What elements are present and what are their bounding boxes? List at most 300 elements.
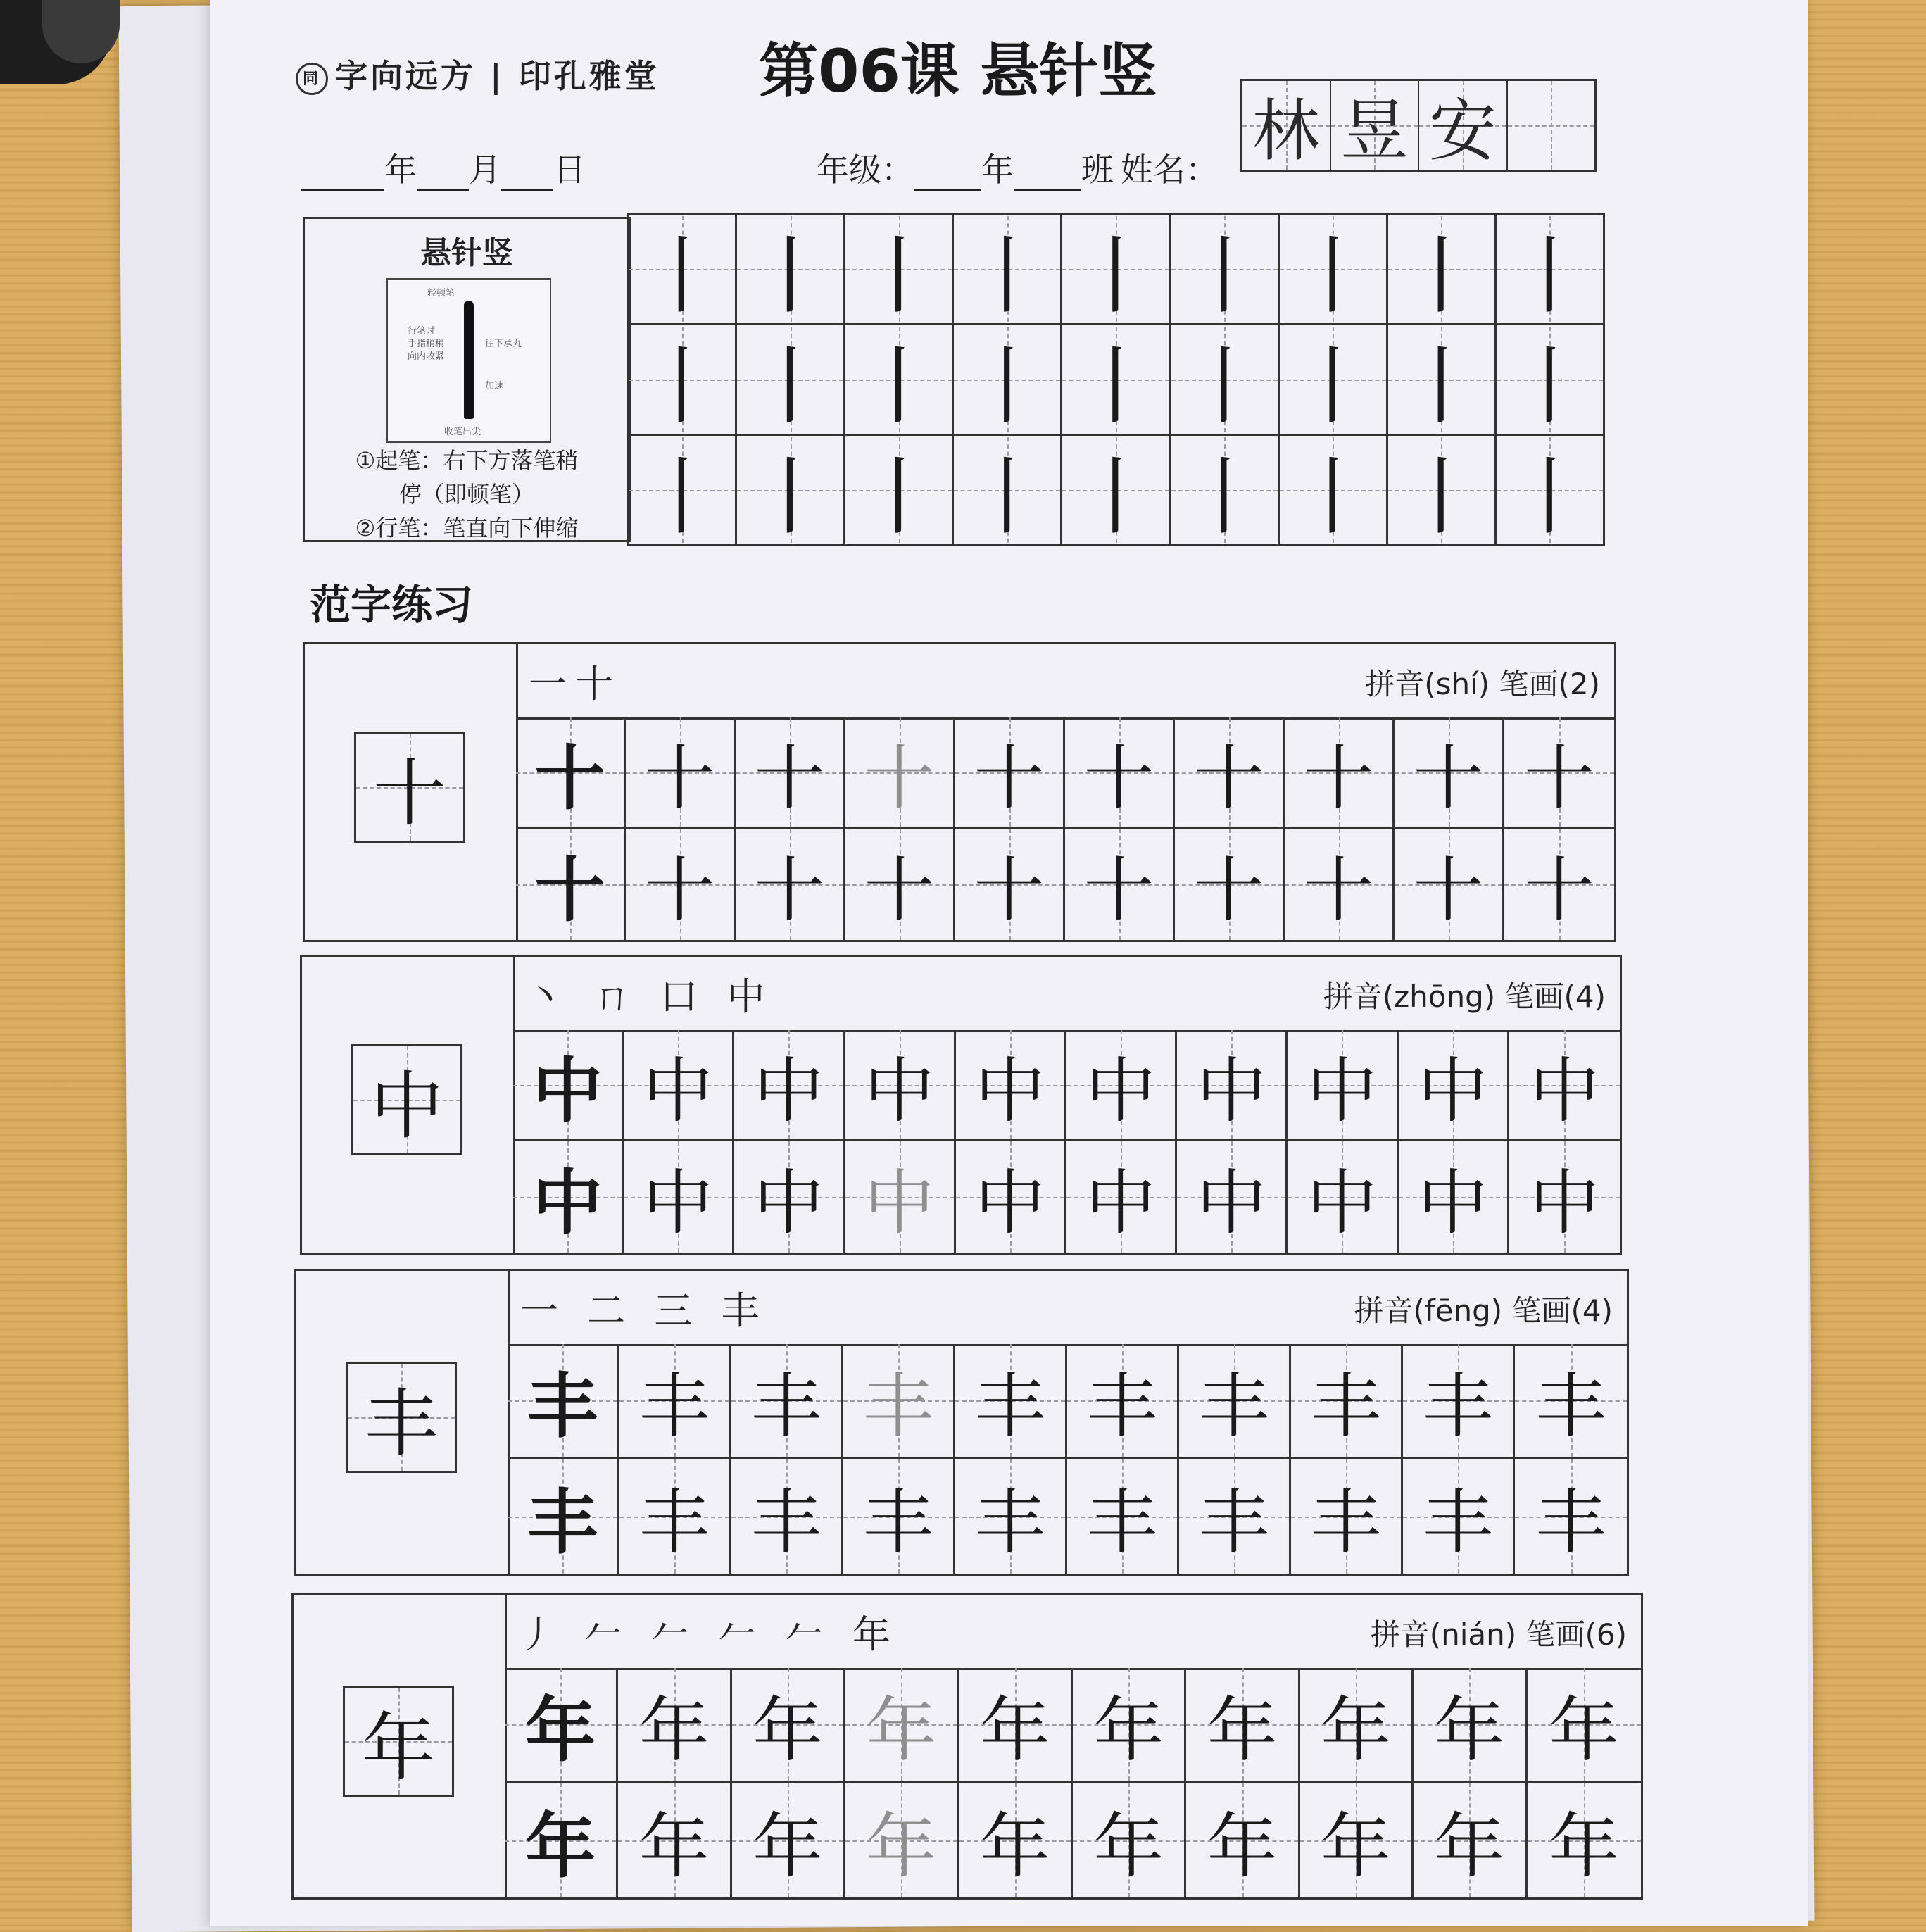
practice-cell-guides bbox=[1300, 1783, 1411, 1898]
practice-stroke: 丨 bbox=[1290, 227, 1376, 325]
practice-cell-guides bbox=[1179, 1459, 1289, 1574]
char-practice-grid bbox=[505, 1668, 1641, 1898]
practice-cell[interactable] bbox=[1509, 1141, 1620, 1253]
practice-cell-guides bbox=[845, 327, 952, 436]
practice-char: 年 bbox=[1320, 1689, 1391, 1771]
name-cell[interactable] bbox=[1242, 81, 1331, 170]
stroke-order: 丶 ㄇ 口 中 bbox=[526, 974, 774, 1019]
practice-cell-guides bbox=[1179, 1344, 1289, 1457]
practice-cell-guides bbox=[1073, 1668, 1184, 1781]
practice-cell[interactable] bbox=[1177, 1141, 1288, 1253]
practice-cell-guides bbox=[959, 1668, 1071, 1781]
practice-cell-guides bbox=[626, 717, 734, 827]
practice-cell[interactable] bbox=[516, 829, 626, 940]
practice-cell[interactable] bbox=[955, 1344, 1067, 1459]
year-blank[interactable] bbox=[301, 156, 384, 191]
practice-cell-guides bbox=[1515, 1459, 1627, 1574]
practice-cell[interactable] bbox=[624, 1030, 734, 1141]
char-practice-block bbox=[294, 1269, 1629, 1576]
grade-line bbox=[817, 144, 1218, 191]
practice-cell[interactable] bbox=[1062, 214, 1170, 325]
practice-stroke: 丨 bbox=[1507, 227, 1592, 325]
practice-cell[interactable] bbox=[1065, 717, 1175, 829]
practice-char: 十 bbox=[1303, 849, 1374, 932]
practice-cell[interactable] bbox=[1288, 1030, 1398, 1141]
char-meta bbox=[1354, 1288, 1613, 1330]
practice-cell-guides bbox=[1066, 1030, 1175, 1139]
practice-stroke: 丨 bbox=[639, 448, 724, 546]
practice-cell-guides bbox=[737, 327, 843, 436]
practice-char: 中 bbox=[864, 1162, 935, 1244]
practice-cell[interactable] bbox=[1528, 1668, 1641, 1783]
practice-cell-guides bbox=[845, 829, 953, 940]
name-char: 安 bbox=[1428, 91, 1497, 170]
practice-cell[interactable] bbox=[1291, 1344, 1403, 1459]
char-meta bbox=[1371, 1612, 1627, 1654]
model-char-panel bbox=[302, 957, 515, 1253]
practice-cell[interactable] bbox=[1495, 435, 1604, 546]
practice-cell-guides bbox=[1414, 1783, 1525, 1898]
model-char: 十 bbox=[372, 751, 446, 836]
practice-cell[interactable] bbox=[1186, 1783, 1299, 1898]
practice-char: 年 bbox=[525, 1688, 596, 1771]
practice-cell[interactable] bbox=[736, 829, 845, 940]
practice-cell-guides bbox=[1186, 1783, 1297, 1898]
practice-cell[interactable] bbox=[1073, 1783, 1186, 1898]
model-char-panel bbox=[305, 644, 518, 940]
practice-stroke: 丨 bbox=[964, 338, 1050, 436]
practice-cell[interactable] bbox=[628, 435, 736, 546]
practice-stroke: 丨 bbox=[1399, 448, 1484, 546]
practice-cell[interactable] bbox=[956, 1141, 1066, 1253]
practice-cell[interactable] bbox=[732, 1668, 845, 1783]
stroke-order: 丿 𠂉 𠂉 𠂉 𠂉 年 bbox=[517, 1612, 899, 1657]
practice-cell-guides bbox=[955, 717, 1063, 827]
model-char-box bbox=[346, 1362, 457, 1473]
practice-cell[interactable] bbox=[1179, 1344, 1291, 1459]
name-cell[interactable] bbox=[1508, 81, 1595, 170]
practice-stroke: 丨 bbox=[1182, 448, 1267, 546]
model-char-box bbox=[354, 732, 465, 843]
practice-cell-guides bbox=[731, 1344, 841, 1457]
practice-cell[interactable] bbox=[1170, 325, 1278, 435]
model-char-guides bbox=[345, 1688, 452, 1795]
practice-cell[interactable] bbox=[1288, 1141, 1398, 1253]
practice-char: 丰 bbox=[1423, 1481, 1493, 1564]
practice-cell[interactable] bbox=[1066, 1030, 1177, 1141]
practice-char: 十 bbox=[1524, 849, 1594, 932]
practice-stroke: 丨 bbox=[856, 227, 941, 325]
practice-cell[interactable] bbox=[1528, 1783, 1641, 1898]
practice-char: 年 bbox=[1549, 1689, 1620, 1771]
practice-cell[interactable] bbox=[1179, 1459, 1291, 1574]
practice-stroke: 丨 bbox=[1399, 227, 1484, 325]
practice-cell[interactable] bbox=[734, 1141, 845, 1253]
practice-cell[interactable] bbox=[1495, 214, 1604, 325]
practice-cell[interactable] bbox=[845, 1668, 959, 1783]
stroke-step-1: ①起笔：右下方落笔稍 bbox=[355, 447, 579, 474]
char-meta bbox=[1365, 661, 1600, 703]
practice-cell[interactable] bbox=[516, 717, 626, 829]
practice-char: 年 bbox=[1549, 1805, 1620, 1888]
practice-cell[interactable] bbox=[845, 1030, 956, 1141]
practice-cell-guides bbox=[1504, 717, 1614, 827]
practice-cell[interactable] bbox=[1300, 1783, 1414, 1898]
practice-cell[interactable] bbox=[1387, 435, 1495, 546]
binder-clip-ring bbox=[42, 0, 120, 63]
practice-char: 年 bbox=[1093, 1689, 1164, 1771]
char-practice-block bbox=[291, 1593, 1643, 1900]
practice-char: 十 bbox=[1303, 736, 1374, 820]
practice-cell-guides bbox=[1171, 327, 1278, 436]
practice-cell[interactable] bbox=[953, 435, 1062, 546]
practice-cell-guides bbox=[734, 1141, 843, 1253]
practice-cell[interactable] bbox=[734, 1030, 845, 1141]
grade-class-blank[interactable] bbox=[1014, 156, 1081, 191]
practice-cell[interactable] bbox=[845, 435, 953, 546]
practice-cell-guides bbox=[731, 1459, 841, 1574]
practice-cell-guides bbox=[1291, 1344, 1401, 1457]
practice-char: 中 bbox=[532, 1161, 603, 1244]
practice-cell-guides bbox=[1388, 437, 1494, 546]
practice-cell-guides bbox=[1186, 1668, 1297, 1781]
model-char-box bbox=[343, 1686, 454, 1797]
practice-cell[interactable] bbox=[618, 1668, 731, 1783]
practice-cell-guides bbox=[1288, 1030, 1396, 1139]
practice-cell-guides bbox=[1073, 1783, 1184, 1898]
practice-cell[interactable] bbox=[1285, 717, 1395, 829]
day-blank[interactable] bbox=[501, 156, 553, 191]
pinyin-label: 拼音(fēng) bbox=[1354, 1293, 1503, 1328]
practice-cell[interactable] bbox=[731, 1459, 843, 1574]
practice-cell[interactable] bbox=[505, 1783, 618, 1898]
practice-cell[interactable] bbox=[1515, 1459, 1627, 1574]
practice-cell[interactable] bbox=[1066, 1141, 1177, 1253]
stroke-count-label: 笔画(4) bbox=[1511, 1293, 1613, 1328]
practice-cell[interactable] bbox=[624, 1141, 734, 1253]
practice-cell[interactable] bbox=[959, 1668, 1073, 1783]
model-char-guides bbox=[356, 734, 463, 841]
char-practice-grid bbox=[513, 1030, 1620, 1253]
stroke-grid-row bbox=[628, 435, 1604, 546]
practice-cell-guides bbox=[629, 437, 735, 546]
practice-cell-guides bbox=[1504, 829, 1614, 940]
practice-stroke: 丨 bbox=[1182, 227, 1267, 325]
practice-cell-guides bbox=[1067, 1459, 1177, 1574]
practice-cell[interactable] bbox=[1278, 435, 1387, 546]
practice-cell[interactable] bbox=[1278, 214, 1387, 325]
month-label: 月 bbox=[469, 151, 501, 189]
practice-stroke: 丨 bbox=[1073, 338, 1158, 436]
practice-char: 年 bbox=[525, 1804, 596, 1888]
practice-cell[interactable] bbox=[955, 717, 1065, 829]
practice-cell[interactable] bbox=[1403, 1459, 1515, 1574]
practice-char: 丰 bbox=[863, 1365, 933, 1448]
char-info-header bbox=[505, 1595, 1641, 1670]
practice-cell-guides bbox=[505, 1783, 616, 1898]
practice-cell[interactable] bbox=[1170, 435, 1278, 546]
grade-label: 年级： bbox=[817, 151, 914, 189]
practice-char: 丰 bbox=[527, 1365, 598, 1448]
practice-cell[interactable] bbox=[953, 214, 1062, 325]
practice-char: 年 bbox=[638, 1689, 710, 1771]
practice-cell[interactable] bbox=[618, 1783, 731, 1898]
name-cell[interactable] bbox=[1419, 81, 1508, 170]
char-info-header bbox=[513, 957, 1620, 1032]
name-char: 林 bbox=[1252, 91, 1320, 170]
practice-cell-guides bbox=[1171, 437, 1278, 546]
practice-cell[interactable] bbox=[1067, 1344, 1179, 1459]
practice-stroke: 丨 bbox=[964, 448, 1050, 546]
model-char-guides bbox=[348, 1364, 455, 1471]
practice-cell-guides bbox=[1285, 829, 1392, 940]
practice-char: 年 bbox=[638, 1805, 710, 1888]
practice-cell[interactable] bbox=[619, 1459, 731, 1574]
practice-char: 中 bbox=[1196, 1162, 1267, 1244]
practice-cell[interactable] bbox=[505, 1668, 618, 1783]
practice-cell[interactable] bbox=[845, 1141, 956, 1253]
practice-char: 中 bbox=[1307, 1049, 1378, 1132]
practice-char: 十 bbox=[534, 736, 605, 820]
practice-cell-guides bbox=[619, 1459, 729, 1574]
practice-cell[interactable] bbox=[628, 214, 736, 325]
practice-cell-guides bbox=[1403, 1344, 1513, 1457]
practice-char: 中 bbox=[753, 1162, 824, 1244]
practice-cell[interactable] bbox=[1414, 1783, 1527, 1898]
practice-char: 年 bbox=[866, 1805, 937, 1888]
practice-cell[interactable] bbox=[953, 325, 1062, 435]
practice-cell-guides bbox=[505, 1668, 616, 1781]
practice-cell[interactable] bbox=[731, 1344, 843, 1459]
practice-cell[interactable] bbox=[626, 829, 736, 940]
name-box[interactable] bbox=[1240, 79, 1597, 172]
practice-cell[interactable] bbox=[628, 325, 736, 435]
practice-stroke: 丨 bbox=[1073, 227, 1158, 325]
practice-cell-guides bbox=[624, 1030, 732, 1139]
practice-char: 年 bbox=[1207, 1805, 1278, 1888]
stroke-grid-row bbox=[628, 214, 1604, 325]
practice-cell[interactable] bbox=[959, 1783, 1073, 1898]
practice-cell[interactable] bbox=[1073, 1668, 1186, 1783]
practice-cell-guides bbox=[737, 216, 843, 325]
practice-cell[interactable] bbox=[736, 325, 845, 435]
practice-cell[interactable] bbox=[508, 1344, 619, 1459]
practice-char: 十 bbox=[1413, 736, 1484, 820]
practice-cell[interactable] bbox=[1285, 829, 1395, 940]
practice-cell[interactable] bbox=[845, 214, 953, 325]
practice-char: 中 bbox=[974, 1162, 1045, 1244]
practice-stroke: 丨 bbox=[748, 338, 833, 436]
practice-cell[interactable] bbox=[955, 1459, 1067, 1574]
practice-cell-guides bbox=[513, 1030, 622, 1139]
practice-cell-guides bbox=[737, 437, 843, 546]
practice-char: 十 bbox=[754, 736, 825, 820]
practice-char: 中 bbox=[753, 1049, 824, 1132]
practice-char: 丰 bbox=[527, 1480, 598, 1564]
practice-cell-guides bbox=[954, 216, 1060, 325]
practice-cell[interactable] bbox=[843, 1344, 955, 1459]
practice-cell[interactable] bbox=[845, 1783, 959, 1898]
practice-cell-guides bbox=[843, 1344, 953, 1457]
practice-cell-guides bbox=[1497, 327, 1603, 436]
practice-stroke: 丨 bbox=[1290, 448, 1376, 546]
stroke-count-label: 笔画(4) bbox=[1504, 979, 1606, 1014]
practice-cell[interactable] bbox=[1399, 1141, 1509, 1253]
practice-cell[interactable] bbox=[1175, 717, 1285, 829]
brand-seal-icon: 同 bbox=[296, 63, 328, 95]
practice-cell-guides bbox=[843, 1459, 953, 1574]
practice-cell[interactable] bbox=[955, 829, 1065, 940]
grade-year-label: 年 bbox=[981, 151, 1014, 189]
practice-cell[interactable] bbox=[1504, 829, 1614, 940]
pinyin-label: 拼音(zhōng) bbox=[1323, 979, 1496, 1014]
practice-cell[interactable] bbox=[1395, 717, 1504, 829]
practice-cell-guides bbox=[1177, 1030, 1285, 1139]
practice-stroke: 丨 bbox=[1290, 338, 1376, 436]
pinyin-label: 拼音(nián) bbox=[1370, 1617, 1517, 1652]
practice-cell-guides bbox=[956, 1030, 1064, 1139]
practice-cell-guides bbox=[1062, 327, 1169, 436]
practice-cell-guides bbox=[1403, 1459, 1513, 1574]
practice-char: 十 bbox=[974, 849, 1045, 932]
practice-cell-guides bbox=[1062, 437, 1169, 546]
practice-cell-guides bbox=[1399, 1141, 1507, 1253]
practice-char: 丰 bbox=[1087, 1365, 1157, 1448]
practice-cell[interactable] bbox=[845, 717, 955, 829]
practice-cell[interactable] bbox=[1065, 829, 1175, 940]
practice-cell-guides bbox=[845, 717, 953, 827]
practice-cell[interactable] bbox=[1062, 325, 1170, 435]
practice-cell[interactable] bbox=[845, 325, 953, 435]
practice-cell[interactable] bbox=[732, 1783, 845, 1898]
practice-cell-guides bbox=[513, 1141, 622, 1253]
practice-cell-guides bbox=[1285, 717, 1392, 827]
practice-cell[interactable] bbox=[1403, 1344, 1515, 1459]
practice-cell[interactable] bbox=[513, 1030, 624, 1141]
practice-char: 中 bbox=[974, 1049, 1045, 1132]
practice-cell-guides bbox=[618, 1668, 729, 1781]
practice-cell-guides bbox=[1414, 1668, 1525, 1781]
practice-stroke: 丨 bbox=[639, 338, 724, 436]
practice-cell-guides bbox=[955, 829, 1063, 940]
practice-cell-guides bbox=[1175, 829, 1283, 940]
practice-cell-guides bbox=[1300, 1668, 1411, 1781]
practice-cell[interactable] bbox=[1291, 1459, 1403, 1574]
practice-cell-guides bbox=[1291, 1459, 1401, 1574]
section-title: 范字练习 bbox=[310, 581, 474, 629]
practice-stroke: 丨 bbox=[1182, 338, 1267, 436]
practice-cell[interactable] bbox=[1177, 1030, 1288, 1141]
char-practice-grid bbox=[508, 1344, 1627, 1574]
practice-cell-guides bbox=[1395, 717, 1502, 827]
char-practice-grid bbox=[516, 717, 1614, 940]
practice-cell[interactable] bbox=[1515, 1344, 1627, 1459]
practice-cell-guides bbox=[1067, 1344, 1177, 1457]
practice-cell-guides bbox=[1175, 717, 1283, 827]
practice-cell[interactable] bbox=[1186, 1668, 1299, 1783]
practice-cell-guides bbox=[1509, 1141, 1620, 1253]
model-char: 年 bbox=[361, 1705, 435, 1790]
grade-year-blank[interactable] bbox=[914, 156, 981, 191]
practice-char: 年 bbox=[1093, 1805, 1164, 1888]
practice-cell[interactable] bbox=[1504, 717, 1614, 829]
practice-char: 十 bbox=[534, 848, 605, 932]
stroke-order: 一十 bbox=[529, 662, 622, 706]
practice-cell-guides bbox=[1065, 829, 1173, 940]
practice-cell[interactable] bbox=[1495, 325, 1604, 435]
practice-stroke: 丨 bbox=[856, 338, 941, 436]
practice-char: 中 bbox=[1417, 1162, 1488, 1244]
practice-cell[interactable] bbox=[508, 1459, 619, 1574]
practice-cell[interactable] bbox=[736, 435, 845, 546]
practice-cell[interactable] bbox=[736, 717, 845, 829]
practice-cell-guides bbox=[845, 1141, 954, 1253]
practice-cell[interactable] bbox=[626, 717, 736, 829]
practice-char: 中 bbox=[1529, 1162, 1600, 1244]
practice-cell[interactable] bbox=[1387, 325, 1495, 435]
practice-char: 丰 bbox=[1311, 1481, 1381, 1564]
char-info-header bbox=[516, 644, 1614, 720]
practice-cell[interactable] bbox=[1300, 1668, 1414, 1783]
practice-cell[interactable] bbox=[843, 1459, 955, 1574]
practice-stroke: 丨 bbox=[748, 227, 833, 325]
stroke-grid-row bbox=[628, 325, 1604, 435]
practice-cell[interactable] bbox=[1387, 214, 1495, 325]
practice-cell[interactable] bbox=[736, 214, 845, 325]
practice-cell-guides bbox=[629, 216, 735, 325]
practice-cell[interactable] bbox=[1414, 1668, 1527, 1783]
practice-char: 丰 bbox=[1311, 1365, 1381, 1448]
practice-char: 丰 bbox=[1535, 1481, 1606, 1564]
practice-cell-guides bbox=[845, 216, 952, 325]
practice-cell[interactable] bbox=[1278, 325, 1387, 435]
char-info-header bbox=[508, 1271, 1627, 1346]
practice-cell[interactable] bbox=[1175, 829, 1285, 940]
practice-cell[interactable] bbox=[1062, 435, 1170, 546]
practice-cell[interactable] bbox=[1067, 1459, 1179, 1574]
stroke-guide-panel bbox=[303, 217, 631, 542]
practice-char: 年 bbox=[1434, 1689, 1505, 1771]
practice-char: 年 bbox=[1207, 1689, 1278, 1771]
practice-cell-guides bbox=[508, 1344, 617, 1457]
practice-cell[interactable] bbox=[619, 1344, 731, 1459]
practice-cell[interactable] bbox=[845, 829, 955, 940]
practice-cell[interactable] bbox=[1170, 214, 1278, 325]
brand-text: 字向远方 | 印孔雅堂 bbox=[335, 57, 660, 95]
practice-cell[interactable] bbox=[1399, 1030, 1509, 1141]
practice-cell[interactable] bbox=[1509, 1030, 1620, 1141]
practice-cell[interactable] bbox=[513, 1141, 624, 1253]
practice-stroke: 丨 bbox=[1399, 338, 1484, 436]
diagram-note: 手指稍稍 bbox=[408, 339, 445, 349]
name-cell[interactable] bbox=[1331, 81, 1420, 170]
practice-cell[interactable] bbox=[1395, 829, 1504, 940]
practice-cell-guides bbox=[626, 829, 734, 940]
practice-char: 十 bbox=[1193, 849, 1264, 932]
practice-cell[interactable] bbox=[956, 1030, 1066, 1141]
practice-stroke: 丨 bbox=[1507, 448, 1592, 546]
model-char: 丰 bbox=[364, 1381, 438, 1467]
practice-cell-guides bbox=[1280, 437, 1386, 546]
practice-char: 十 bbox=[864, 736, 935, 820]
practice-cell-guides bbox=[732, 1783, 843, 1898]
practice-cell-guides bbox=[736, 829, 843, 940]
binder-clip bbox=[0, 0, 113, 84]
practice-char: 丰 bbox=[975, 1365, 1045, 1448]
practice-char: 十 bbox=[974, 736, 1045, 820]
month-blank[interactable] bbox=[417, 156, 469, 191]
diagram-note: 轻顿笔 bbox=[427, 288, 455, 299]
